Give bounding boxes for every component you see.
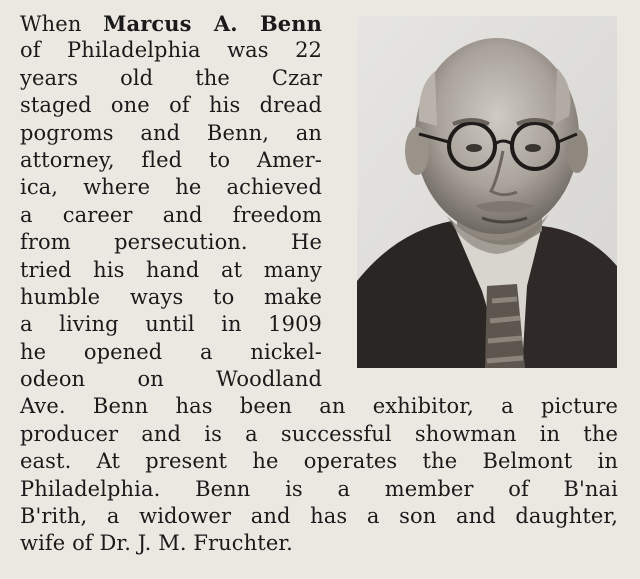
person-name: Marcus A. Benn <box>103 11 322 36</box>
article-line: years old the Czar <box>20 65 322 90</box>
article-line: east. At present he operates the Belmont in <box>20 449 618 474</box>
article-line: tried his hand at many <box>20 257 322 282</box>
article-line: odeon on Woodland <box>20 367 322 392</box>
article-line: staged one of his dread <box>20 93 322 118</box>
article-line: a living until in 1909 <box>20 312 322 337</box>
article-line: producer and is a successful showman in the <box>20 421 618 446</box>
article-line: Philadelphia. Benn is a member of B'nai <box>20 476 618 501</box>
article-line: a career and freedom <box>20 202 322 227</box>
article-line: from persecution. He <box>20 230 322 255</box>
article-line: Ave. Benn has been an exhibitor, a picture <box>20 394 618 419</box>
article-line: When Marcus A. Benn <box>20 11 322 36</box>
article-line: B'rith, a widower and has a son and daughter, <box>20 504 618 529</box>
article-line: he opened a nickel- <box>20 339 322 364</box>
article-line-last: wife of Dr. J. M. Fruchter. <box>20 531 293 556</box>
article-line: pogroms and Benn, an <box>20 120 322 145</box>
article-body <box>20 10 620 558</box>
article-line: of Philadelphia was 22 <box>20 38 322 63</box>
article-line: attorney, fled to Amer- <box>20 147 322 172</box>
article-line: ica, where he achieved <box>20 175 322 200</box>
article-line: humble ways to make <box>20 284 322 309</box>
